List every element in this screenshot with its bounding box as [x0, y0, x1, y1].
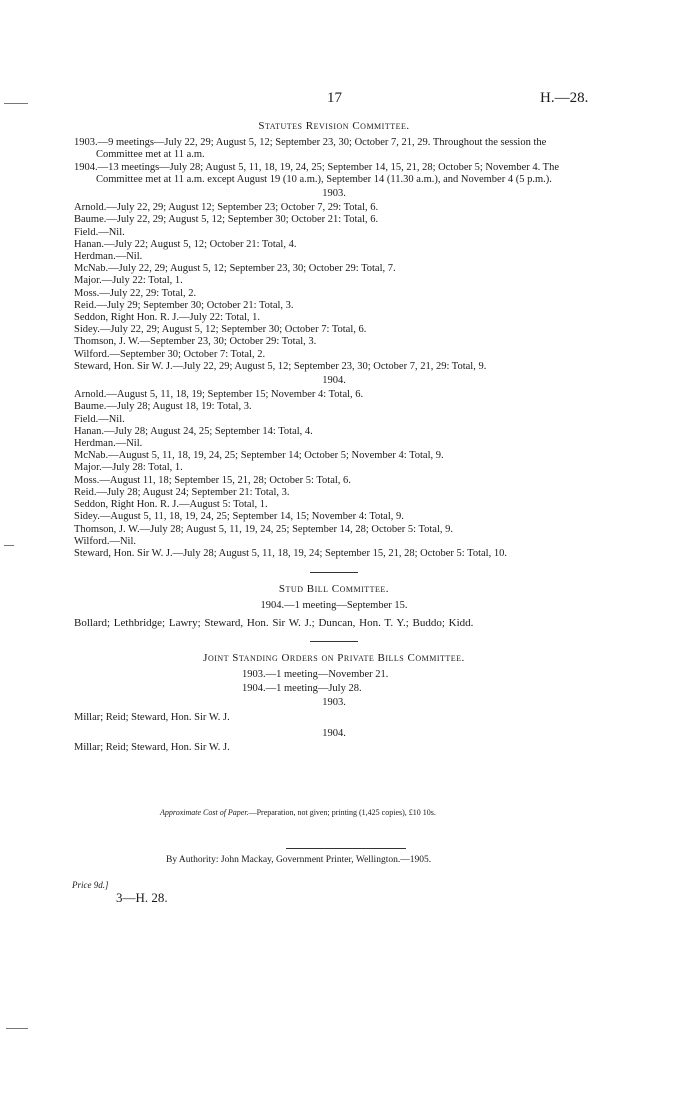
stud-meeting: 1904.—1 meeting—September 15. [260, 600, 408, 612]
scan-mark [4, 545, 14, 546]
attendance-list-1903 [74, 202, 594, 373]
attendance-row: Seddon, Right Hon. R. J.—August 5: Total, 1. [74, 499, 268, 511]
attendance-row: Steward, Hon. Sir W. J.—July 28; August 5, 11, 18, 19, 24; September 15, 21, 28; October 5: Total, 10. [74, 547, 507, 559]
statutes-year-1904: 1904. [322, 375, 346, 387]
attendance-row: McNab.—August 5, 11, 18, 19, 24, 25; September 14; October 5; November 4: Total, 9. [74, 450, 444, 462]
attendance-row: McNab.—July 22, 29; August 5, 12; September 23, 30; October 29: Total, 7. [74, 263, 396, 275]
attendance-row: Herdman.—Nil. [74, 438, 143, 450]
printer-authority: By Authority: John Mackay, Government Printer, Wellington.—1905. [166, 855, 432, 865]
attendance-row: Major.—July 28: Total, 1. [74, 462, 183, 474]
joint-members-1903: Millar; Reid; Steward, Hon. Sir W. J. [74, 711, 230, 723]
attendance-row: Wilford.—September 30; October 7: Total, 2. [74, 348, 266, 360]
page-header [0, 90, 700, 110]
attendance-row: Steward, Hon. Sir W. J.—July 22, 29; August 5, 12; September 23, 30; October 7, 21, 29: Total, 9. [74, 360, 487, 372]
attendance-row: Field.—Nil. [74, 226, 125, 238]
document-code: H.—28. [540, 90, 589, 106]
price-note: Price 9d.] [72, 880, 109, 890]
attendance-row: Field.—Nil. [74, 413, 125, 425]
attendance-row: Moss.—August 11, 18; September 15, 21, 28; October 5: Total, 6. [74, 474, 351, 486]
cost-label: Approximate Cost of Paper. [160, 808, 249, 817]
attendance-row: Sidey.—August 5, 11, 18, 19, 24, 25; September 14, 15; November 4: Total, 9. [74, 511, 404, 523]
attendance-row: Sidey.—July 22, 29; August 5, 12; September 30; October 7: Total, 6. [74, 324, 367, 336]
scan-mark [6, 1028, 28, 1029]
attendance-row: Baume.—July 28; August 18, 19: Total, 3. [74, 401, 252, 413]
joint-members-row-1904 [74, 742, 594, 756]
stud-members: Bollard; Lethbridge; Lawry; Steward, Hon. Sir W. J.; Duncan, Hon. T. Y.; Buddo; Kidd. [74, 616, 474, 629]
section-divider [310, 572, 358, 573]
attendance-row: Hanan.—July 22; August 5, 12; October 21: Total, 4. [74, 238, 297, 250]
attendance-row: Reid.—July 29; September 30; October 21: Total, 3. [74, 299, 294, 311]
joint-committee-title: Joint Standing Orders on Private Bills Committee. [203, 651, 465, 664]
statutes-intro-1904: 1904.—13 meetings—July 28; August 5, 11, 18, 19, 24, 25; September 14, 15, 21, 28; October 5; November 4. The Committee met at 11 a.m. except August 19 (10 a.m.), September 14 (11.30 a.m.), and November 4 (5 p.m.). [74, 161, 559, 185]
attendance-row: Arnold.—July 22, 29; August 12; September 23; October 7, 29: Total, 6. [74, 202, 379, 214]
joint-meeting-1903: 1903.—1 meeting—November 21. [242, 668, 389, 680]
attendance-row: Thomson, J. W.—September 23, 30; October 29: Total, 3. [74, 336, 317, 348]
scan-mark [4, 103, 28, 104]
page-content [74, 116, 594, 758]
joint-year-1904: 1904. [322, 727, 346, 739]
section-divider [310, 641, 358, 642]
statutes-intro-1903: 1903.—9 meetings—July 22, 29; August 5, 12; September 23, 30; October 7, 21, 29. Throughout the session the Committee met at 11 a.m. [74, 137, 547, 161]
sheet-signature: 3—H. 28. [116, 890, 168, 905]
stud-committee-title: Stud Bill Committee. [278, 583, 390, 596]
attendance-row: Moss.—July 22, 29: Total, 2. [74, 287, 197, 299]
joint-members-1904: Millar; Reid; Steward, Hon. Sir W. J. [74, 741, 230, 753]
attendance-row: Baume.—July 22, 29; August 5, 12; September 30; October 21: Total, 6. [74, 214, 379, 226]
statutes-year-1903: 1903. [322, 188, 346, 200]
statutes-committee-title: Statutes Revision Committee. [258, 120, 410, 132]
cost-of-paper-note [160, 808, 436, 817]
page-number: 17 [327, 90, 342, 106]
attendance-row: Herdman.—Nil. [74, 251, 143, 263]
attendance-row: Wilford.—Nil. [74, 535, 136, 547]
cost-text: —Preparation, not given; printing (1,425 copies), £10 10s. [248, 808, 436, 817]
attendance-row: Arnold.—August 5, 11, 18, 19; September 15; November 4: Total, 6. [74, 389, 364, 401]
joint-meeting-1904: 1904.—1 meeting—July 28. [242, 683, 362, 695]
footer-divider [286, 848, 406, 849]
attendance-row: Reid.—July 28; August 24; September 21: Total, 3. [74, 486, 290, 498]
attendance-row: Hanan.—July 28; August 24, 25; September 14: Total, 4. [74, 425, 313, 437]
joint-year-1903: 1903. [322, 697, 346, 709]
attendance-row: Major.—July 22: Total, 1. [74, 275, 183, 287]
attendance-row: Seddon, Right Hon. R. J.—July 22: Total, 1. [74, 312, 261, 324]
joint-members-row-1903 [74, 712, 594, 726]
attendance-list-1904 [74, 389, 594, 560]
attendance-row: Thomson, J. W.—July 28; August 5, 11, 19, 24, 25; September 14, 28; October 5: Total, 9. [74, 523, 454, 535]
